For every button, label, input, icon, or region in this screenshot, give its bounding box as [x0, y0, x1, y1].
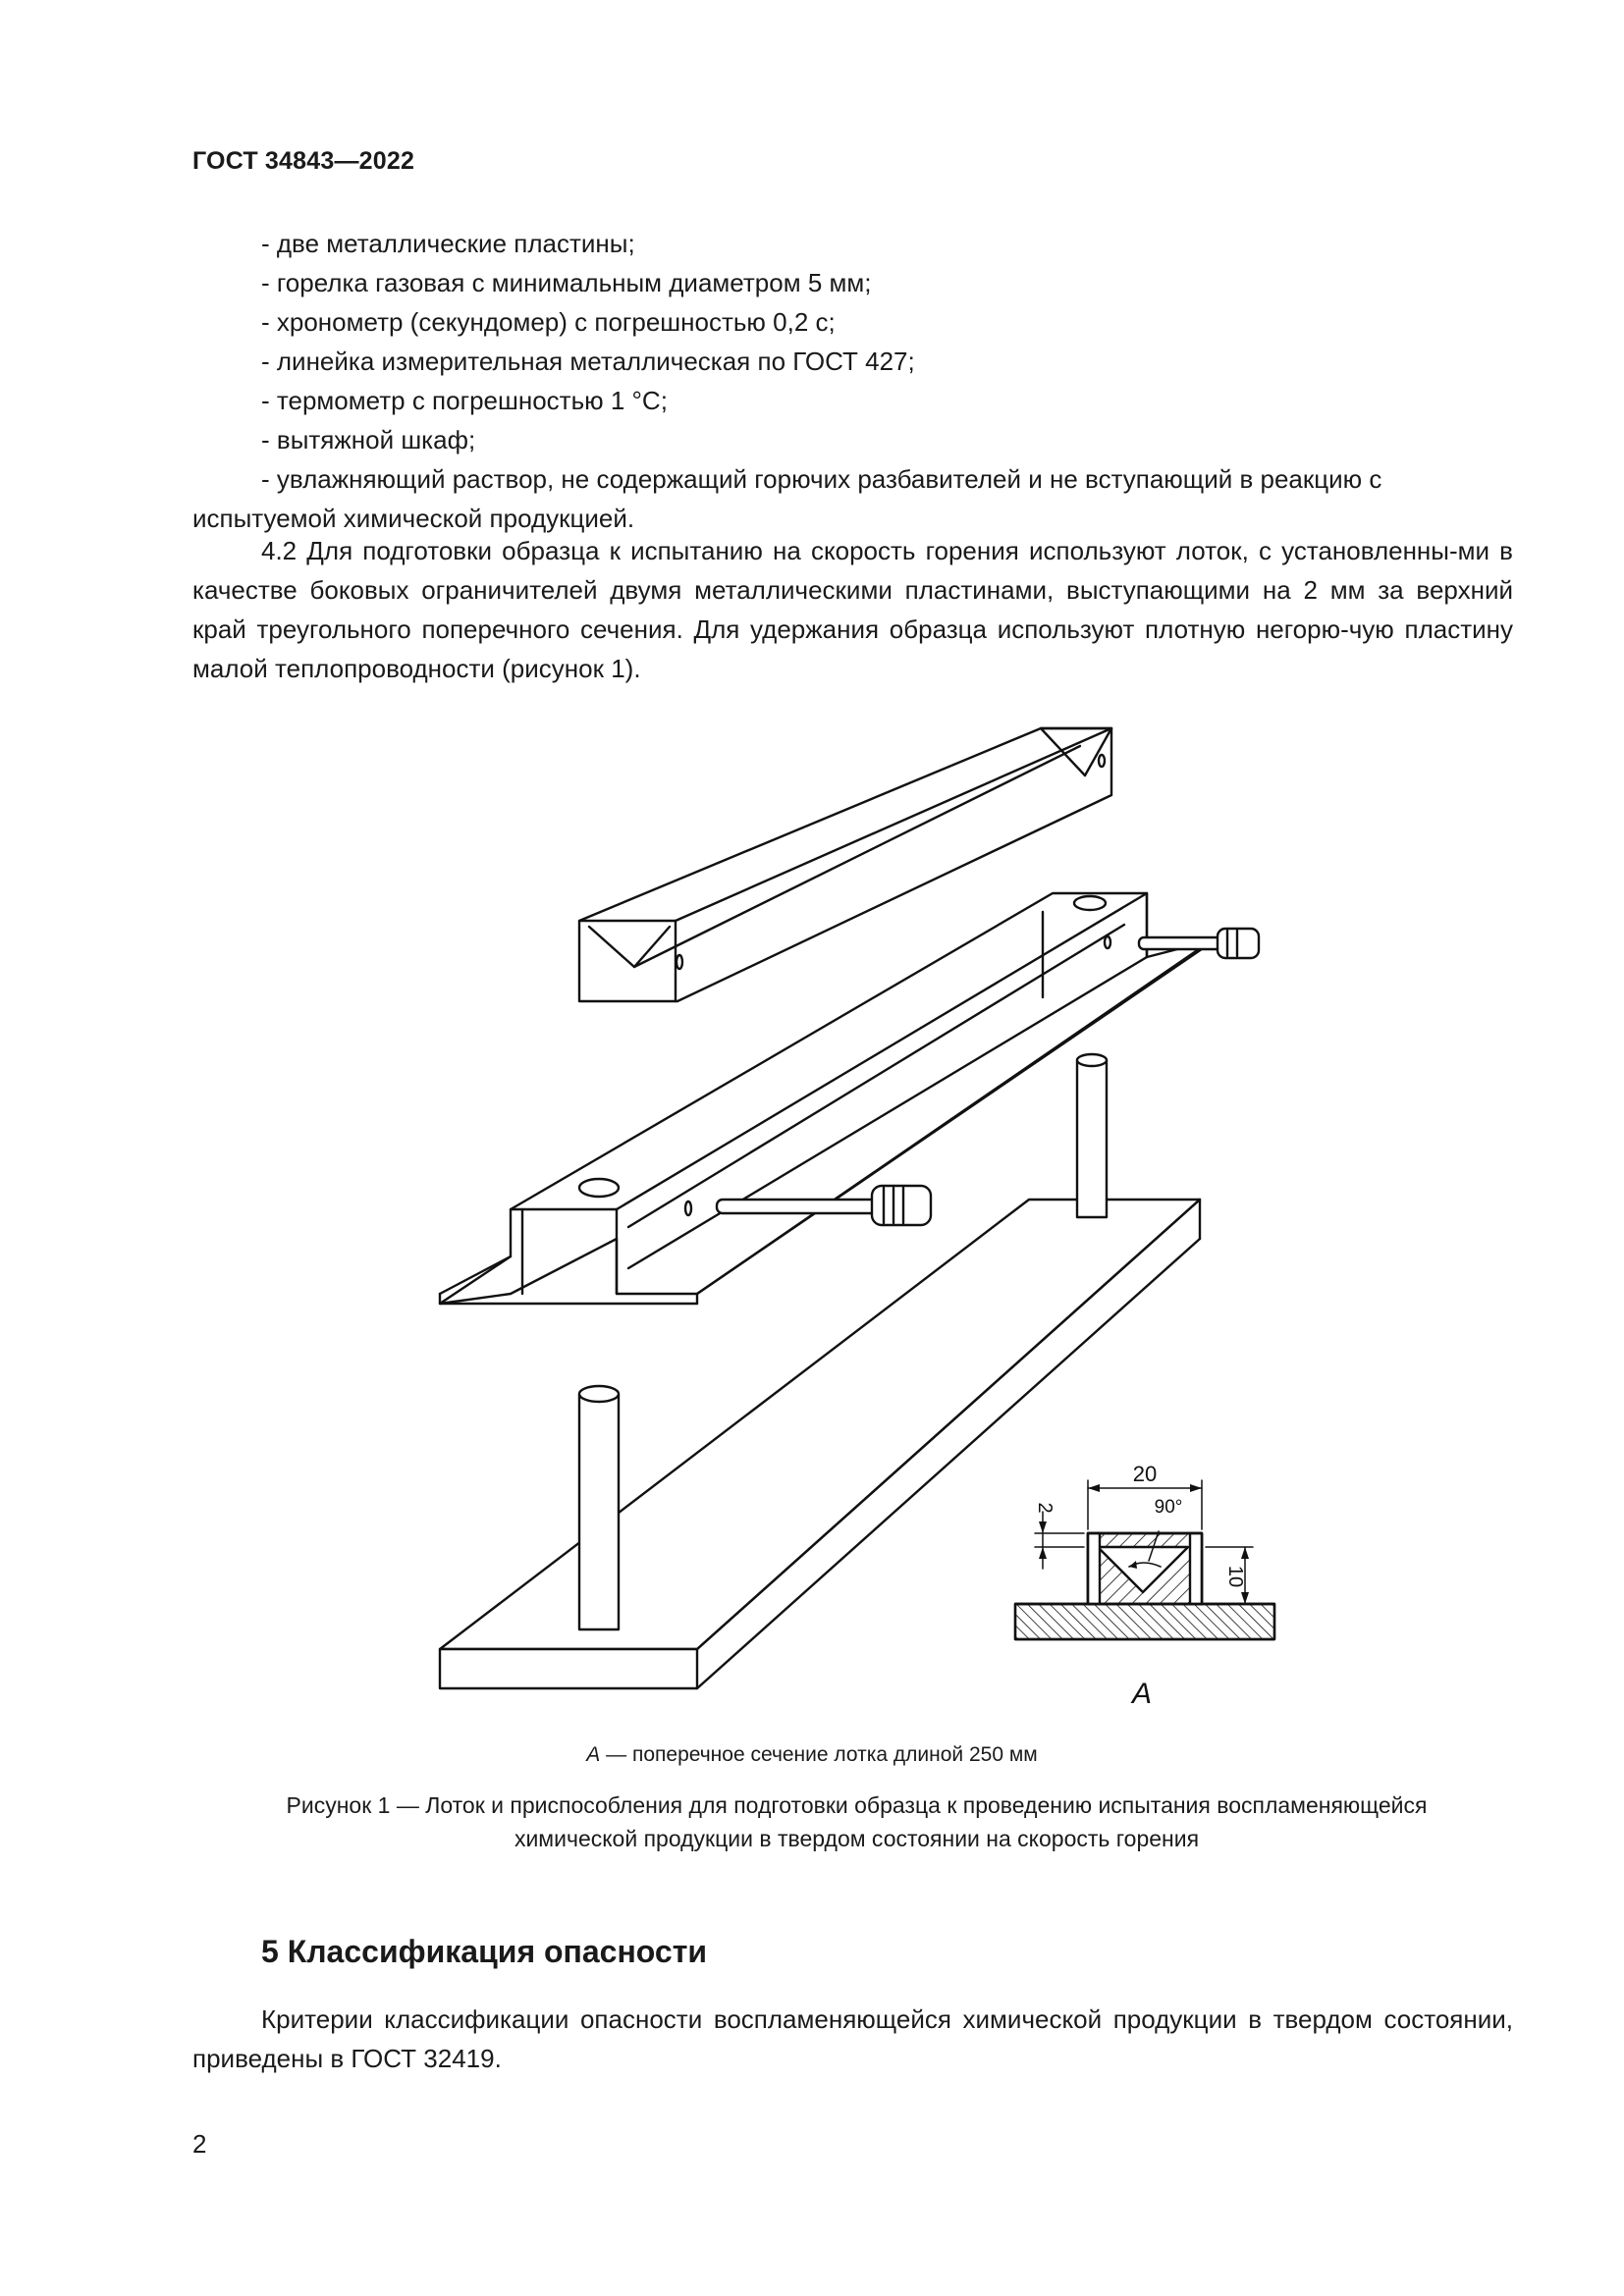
list-item: - две металлические пластины; — [261, 229, 635, 258]
figure-caption — [196, 1789, 1517, 1855]
section-a-label: A — [1131, 1678, 1153, 1710]
section-title: 5 Классификация опасности — [261, 1934, 708, 1969]
caption-line-2: химической продукции в твердом состоянии на скорость горения — [514, 1826, 1200, 1851]
section-paragraph: Критерии классификации опасности воспламеняющейся химической продукции в твердом состоянии, приведены в ГОСТ 32419. — [192, 2004, 1513, 2073]
document-header: ГОСТ 34843—2022 — [192, 147, 415, 175]
list-item: - вытяжной шкаф; — [261, 425, 476, 454]
legend-text: — поперечное сечение лотка длиной 250 мм — [600, 1743, 1038, 1766]
paragraph-4-2: 4.2 Для подготовки образца к испытанию на скорость горения используют лоток, с установленны-ми в качестве боковых ограничителей двумя металлическими пластинами, выступающими на 2 мм за верхний край треугольного поперечного сечения. Для удержания образца используют плотную негорю-чую пластину малой теплопроводности (рисунок 1). — [192, 536, 1513, 683]
dim-height-label: 10 — [1224, 1565, 1246, 1588]
legend-key: А — [586, 1743, 601, 1766]
figure-tray-drawing — [422, 712, 1286, 1723]
dim-angle-label: 90° — [1154, 1497, 1183, 1518]
list-item: - хронометр (секундомер) с погрешностью 0,2 с; — [261, 307, 836, 337]
list-item-long-cont: испытуемой химической продукцией. — [192, 504, 635, 533]
equipment-list — [192, 224, 1513, 538]
list-item: - термометр с погрешностью 1 °С; — [261, 386, 668, 415]
list-item-long: - увлажняющий раствор, не содержащий горючих разбавителей и не вступающий в реакцию с — [261, 464, 1382, 494]
caption-line-1: Рисунок 1 — Лоток и приспособления для подготовки образца к проведению испытания воспламеняющейся — [286, 1792, 1428, 1818]
dim-width-label: 20 — [1132, 1462, 1158, 1486]
page-number: 2 — [192, 2129, 207, 2159]
dim-top-label: 2 — [1034, 1502, 1056, 1514]
list-item: - горелка газовая с минимальным диаметром 5 мм; — [261, 268, 872, 297]
figure-legend — [0, 1743, 1624, 1767]
list-item: - линейка измерительная металлическая по ГОСТ 427; — [261, 347, 915, 376]
